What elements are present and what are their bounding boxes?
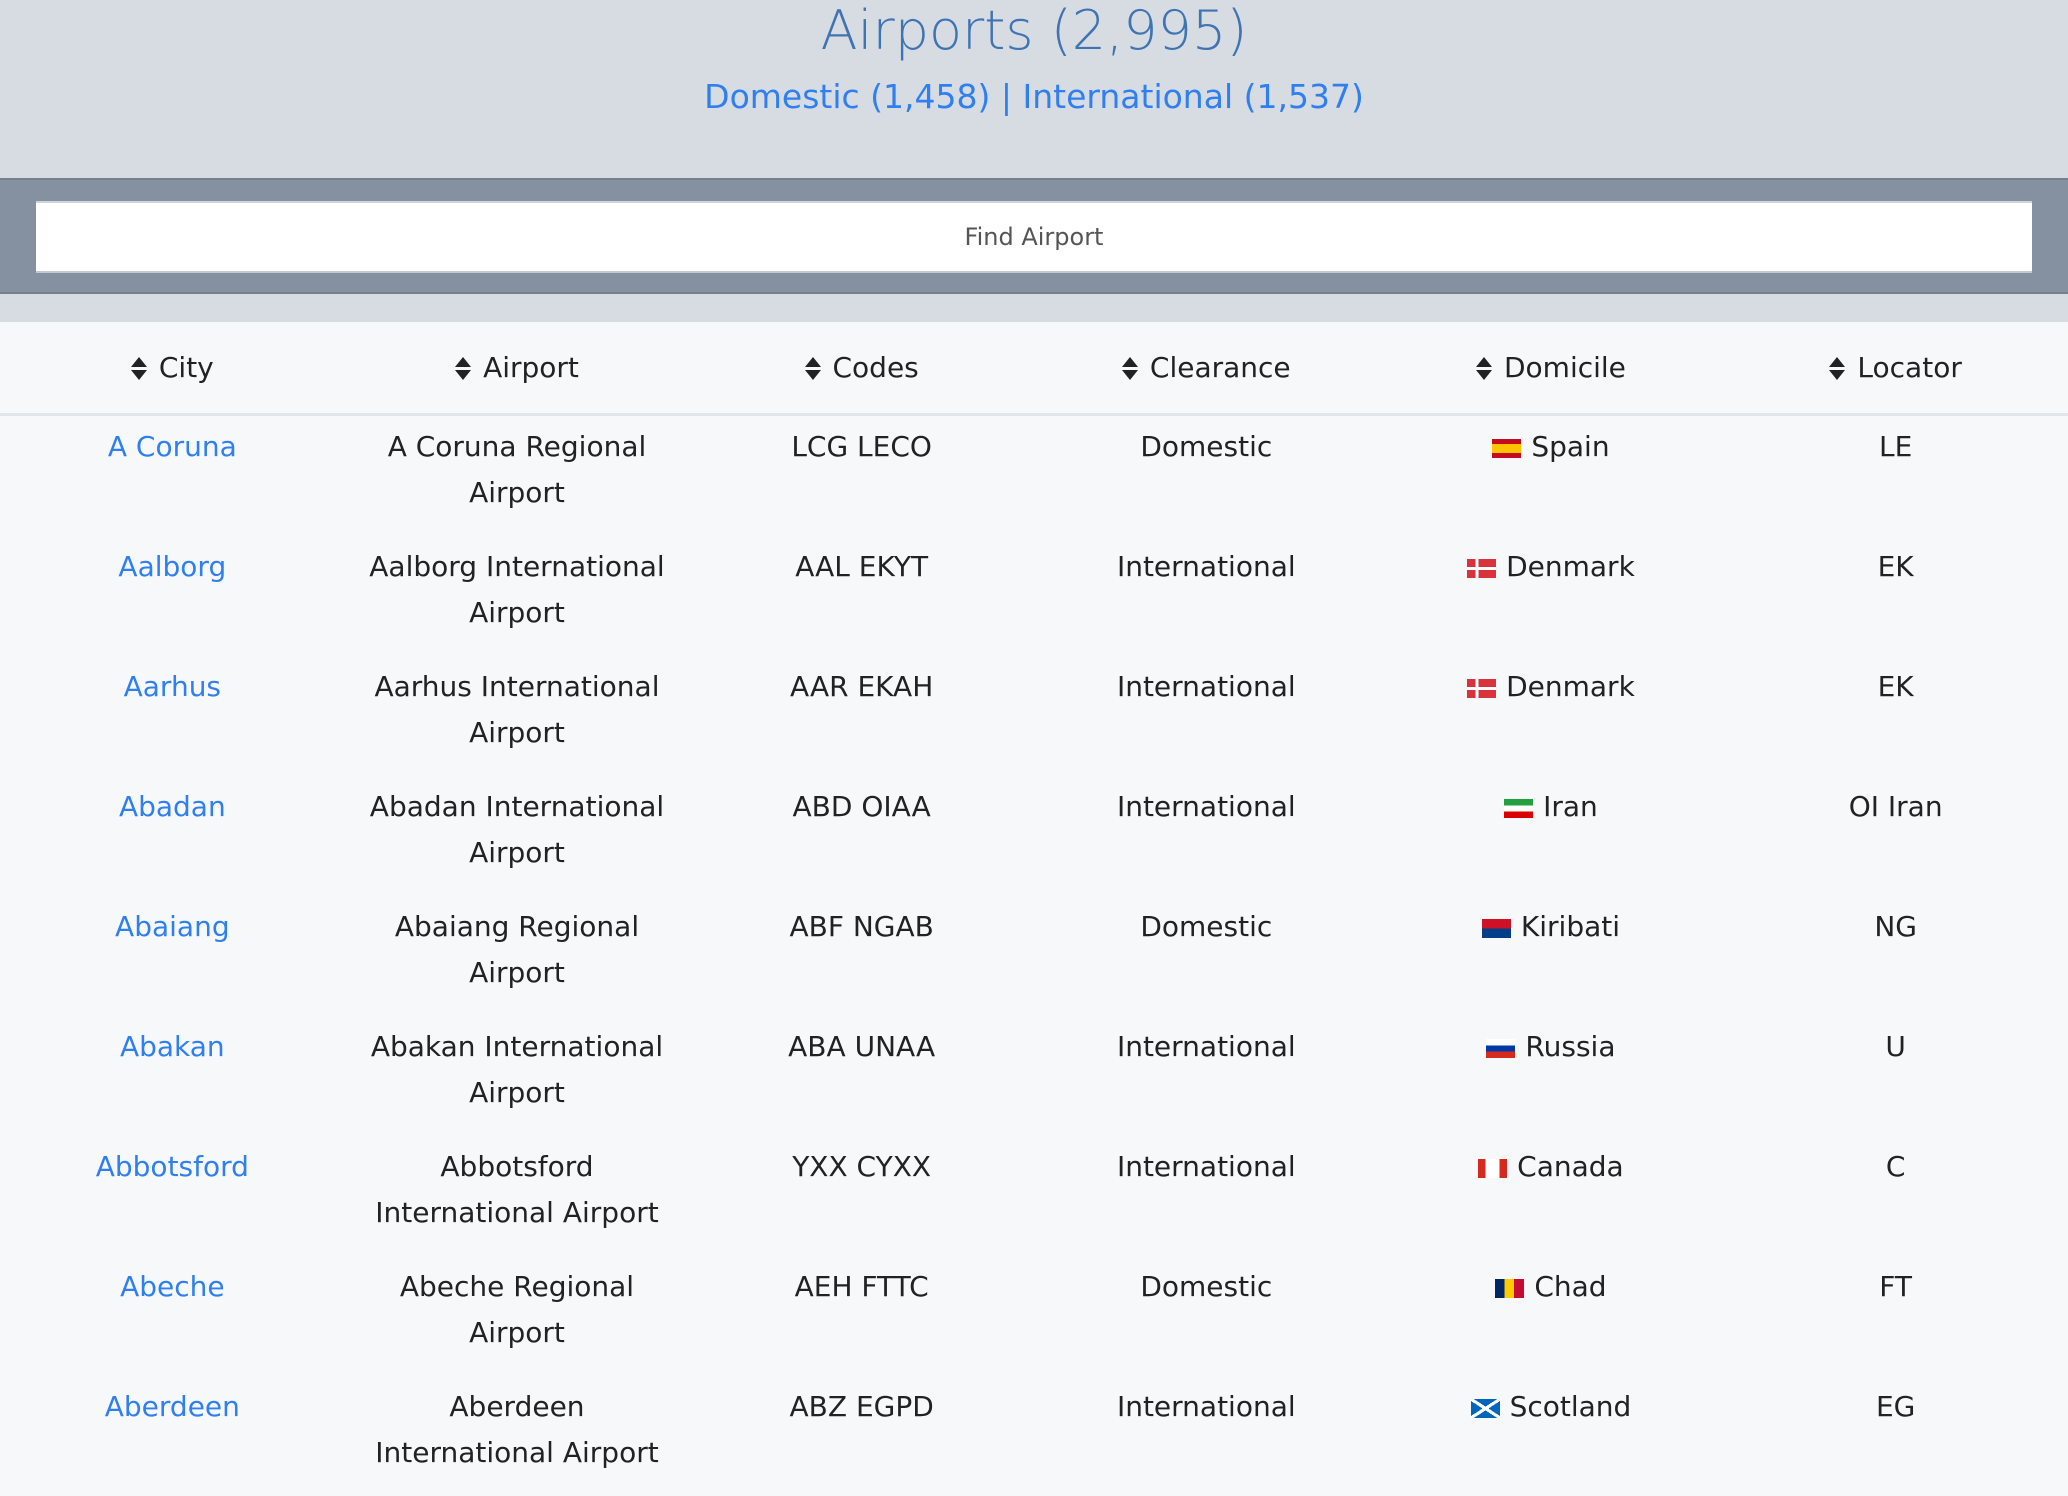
city-cell	[0, 1256, 345, 1376]
clearance-cell: International	[1116, 1389, 1296, 1423]
country-name: Spain	[1531, 429, 1610, 463]
find-airport-input[interactable]	[36, 201, 2032, 273]
domicile-cell	[1379, 1136, 1724, 1256]
codes-cell: AAR EKAH	[790, 669, 934, 703]
flag-icon	[1504, 799, 1533, 818]
sort-icon	[805, 357, 821, 381]
locator-cell: FT	[1879, 1269, 1912, 1303]
domicile-cell	[1379, 656, 1724, 776]
city-cell	[0, 536, 345, 656]
column-header-city[interactable]	[0, 322, 345, 414]
sort-icon	[1829, 357, 1845, 381]
codes-cell: AAL EKYT	[795, 549, 929, 583]
city-link[interactable]: Aberdeen	[104, 1389, 240, 1423]
table-row	[0, 414, 2068, 536]
locator-cell: NG	[1874, 909, 1917, 943]
column-label: Domicile	[1503, 350, 1626, 384]
search-bar	[0, 178, 2068, 294]
city-link[interactable]: Aarhus	[123, 669, 222, 703]
sort-icon	[1122, 357, 1138, 381]
clearance-cell: International	[1116, 1149, 1296, 1183]
column-header-codes[interactable]	[689, 322, 1034, 414]
domicile-cell	[1379, 896, 1724, 1016]
clearance-cell: Domestic	[1140, 1269, 1273, 1303]
codes-cell: ABA UNAA	[788, 1029, 936, 1063]
codes-cell: LCG LECO	[791, 429, 932, 463]
country-name: Canada	[1517, 1149, 1624, 1183]
column-label: Codes	[832, 350, 919, 384]
city-link[interactable]: A Coruna	[107, 429, 237, 463]
airport-name: Aarhus International Airport	[374, 669, 660, 749]
country-name: Scotland	[1509, 1389, 1632, 1423]
city-cell	[0, 776, 345, 896]
flag-icon	[1471, 1399, 1500, 1418]
codes-cell: ABZ EGPD	[789, 1389, 934, 1423]
clearance-cell: International	[1116, 789, 1296, 823]
table-row	[0, 896, 2068, 1016]
flag-icon	[1492, 439, 1521, 458]
airport-name: Abaiang Regional Airport	[394, 909, 640, 989]
city-cell	[0, 414, 345, 536]
domicile-cell	[1379, 1376, 1724, 1496]
flag-icon	[1486, 1039, 1515, 1058]
column-label: Clearance	[1149, 350, 1291, 384]
domicile-cell	[1379, 414, 1724, 536]
clearance-cell: International	[1116, 1029, 1296, 1063]
domicile-cell	[1379, 1016, 1724, 1136]
city-cell	[0, 1016, 345, 1136]
spacer	[0, 294, 2068, 322]
country-name: Denmark	[1506, 669, 1635, 703]
clearance-filter	[0, 72, 2068, 122]
airport-cell	[345, 1256, 690, 1376]
locator-cell: LE	[1878, 429, 1913, 463]
column-label: Airport	[483, 350, 579, 384]
flag-icon	[1478, 1159, 1507, 1178]
airport-name: Abbotsford International Airport	[375, 1149, 659, 1229]
country-name: Kiribati	[1520, 909, 1621, 943]
codes-cell: YXX CYXX	[792, 1149, 932, 1183]
table-row	[0, 1136, 2068, 1256]
domicile-cell	[1379, 776, 1724, 896]
city-cell	[0, 1136, 345, 1256]
clearance-cell: Domestic	[1140, 429, 1273, 463]
column-header-domicile[interactable]	[1379, 322, 1724, 414]
codes-cell: ABF NGAB	[789, 909, 934, 943]
table-row	[0, 1016, 2068, 1136]
clearance-cell: International	[1116, 549, 1296, 583]
column-header-airport[interactable]	[345, 322, 690, 414]
column-header-locator[interactable]	[1723, 322, 2068, 414]
table-row	[0, 1256, 2068, 1376]
airport-cell	[345, 1376, 690, 1496]
airport-name: Aberdeen International Airport	[375, 1389, 659, 1469]
table-row	[0, 656, 2068, 776]
airport-cell	[345, 896, 690, 1016]
city-link[interactable]: Abaiang	[115, 909, 230, 943]
flag-icon	[1495, 1279, 1524, 1298]
table-row	[0, 776, 2068, 896]
country-name: Denmark	[1506, 549, 1635, 583]
sort-icon	[131, 357, 147, 381]
table-row	[0, 536, 2068, 656]
airport-cell	[345, 1016, 690, 1136]
column-label: City	[158, 350, 214, 384]
locator-cell: EG	[1875, 1389, 1916, 1423]
flag-icon	[1482, 919, 1511, 938]
codes-cell: ABD OIAA	[792, 789, 931, 823]
city-link[interactable]: Abeche	[120, 1269, 225, 1303]
locator-cell: EK	[1877, 549, 1914, 583]
airport-cell	[345, 776, 690, 896]
separator: |	[1000, 77, 1012, 116]
country-name: Iran	[1543, 789, 1598, 823]
airport-name: Abakan International Airport	[370, 1029, 664, 1109]
locator-cell: U	[1885, 1029, 1906, 1063]
page-title: Airports (2,995)	[820, 0, 1248, 62]
city-cell	[0, 656, 345, 776]
flag-icon	[1467, 559, 1496, 578]
city-link[interactable]: Aalborg	[118, 549, 227, 583]
locator-cell: C	[1885, 1149, 1906, 1183]
locator-cell: EK	[1877, 669, 1914, 703]
table-row	[0, 1376, 2068, 1496]
clearance-cell: International	[1116, 669, 1296, 703]
city-link[interactable]: Abbotsford	[95, 1149, 249, 1183]
country-name: Chad	[1534, 1269, 1607, 1303]
domestic-link[interactable]: Domestic (1,458)	[704, 77, 991, 116]
clearance-cell: Domestic	[1140, 909, 1273, 943]
city-link[interactable]: Abadan	[118, 789, 226, 823]
airport-cell	[345, 1136, 690, 1256]
airport-cell	[345, 536, 690, 656]
international-link[interactable]: International (1,537)	[1022, 77, 1364, 116]
domicile-cell	[1379, 1256, 1724, 1376]
airports-table	[0, 322, 2068, 1496]
city-cell	[0, 896, 345, 1016]
locator-cell: OI Iran	[1848, 789, 1943, 823]
column-header-clearance[interactable]	[1034, 322, 1379, 414]
airport-name: Aalborg International Airport	[369, 549, 665, 629]
flag-icon	[1467, 679, 1496, 698]
city-cell	[0, 1376, 345, 1496]
airport-cell	[345, 414, 690, 536]
country-name: Russia	[1525, 1029, 1616, 1063]
column-label: Locator	[1857, 350, 1962, 384]
airport-name: Abeche Regional Airport	[399, 1269, 635, 1349]
codes-cell: AEH FTTC	[794, 1269, 929, 1303]
domicile-cell	[1379, 536, 1724, 656]
sort-icon	[1476, 357, 1492, 381]
airport-cell	[345, 656, 690, 776]
airport-name: Abadan International Airport	[369, 789, 665, 869]
airport-name: A Coruna Regional Airport	[387, 429, 647, 509]
city-link[interactable]: Abakan	[119, 1029, 225, 1063]
sort-icon	[455, 357, 471, 381]
page-header	[0, 0, 2068, 178]
